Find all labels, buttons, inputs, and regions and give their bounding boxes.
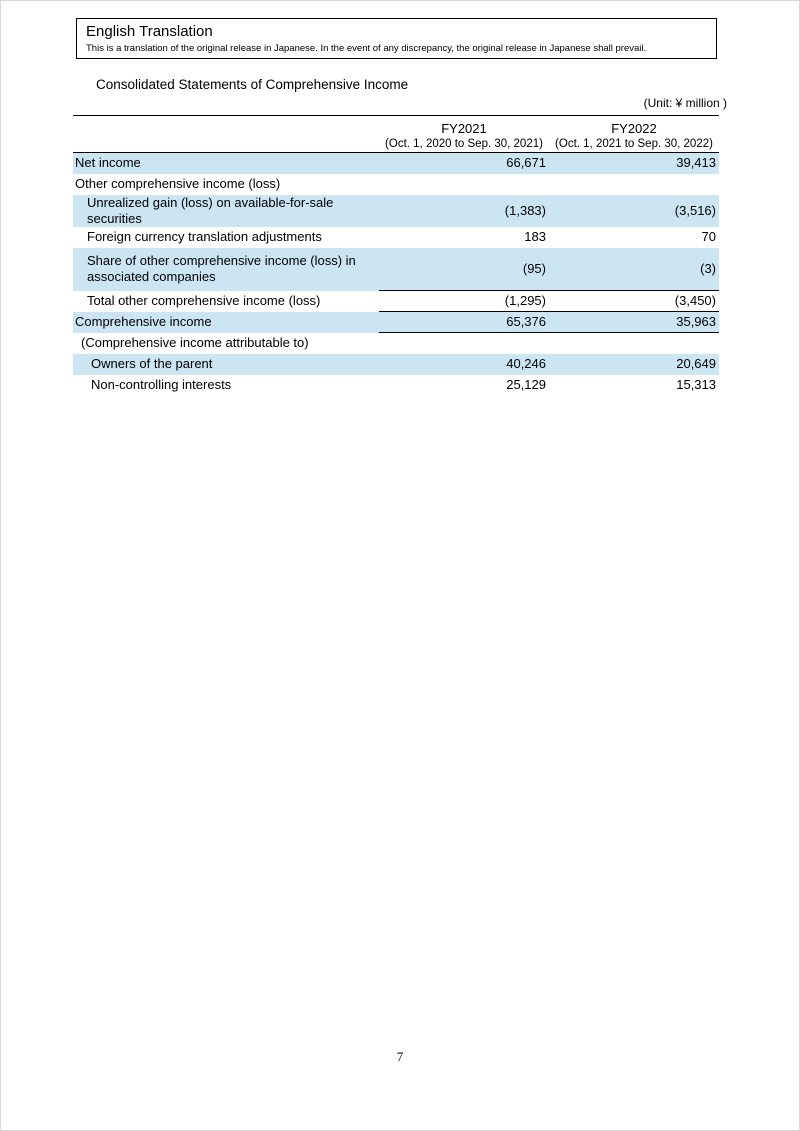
label-column-subheader	[73, 136, 379, 153]
table-row	[73, 248, 719, 291]
table-row	[73, 291, 719, 312]
row-label: Comprehensive income	[75, 313, 212, 329]
table-row	[73, 227, 719, 248]
label-column-header	[73, 116, 379, 136]
table-row	[73, 333, 719, 354]
row-value-fy2021: 25,129	[506, 376, 546, 392]
unit-note: (Unit: ¥ million )	[643, 96, 727, 110]
column-header-fy2022: FY2022	[611, 120, 657, 136]
row-label: Foreign currency translation adjustments	[87, 229, 322, 245]
row-value-fy2022: 39,413	[676, 155, 716, 171]
row-value-fy2021: 40,246	[506, 355, 546, 371]
fiscal-year-header-row	[73, 116, 719, 136]
row-value-fy2022	[549, 333, 719, 354]
period-header-row	[73, 136, 719, 153]
table-row	[73, 195, 719, 228]
table-row	[73, 312, 719, 333]
table-row	[73, 354, 719, 375]
row-label: Owners of the parent	[91, 355, 213, 371]
table-row	[73, 375, 719, 396]
column-header-fy2021: FY2021	[441, 120, 487, 136]
table-body	[73, 153, 719, 396]
row-value-fy2021: 183	[524, 229, 546, 245]
column-period-fy2022: (Oct. 1, 2021 to Sep. 30, 2022)	[549, 136, 719, 153]
row-value-fy2021	[379, 333, 549, 354]
row-value-fy2021: 66,671	[506, 155, 546, 171]
row-label: Unrealized gain (loss) on available-for-sale securities	[87, 194, 334, 226]
comprehensive-income-table	[73, 115, 719, 396]
row-value-fy2021: (1,383)	[504, 202, 546, 218]
translation-notice-box	[76, 18, 717, 59]
row-value-fy2021	[379, 174, 549, 195]
row-value-fy2022: 35,963	[549, 312, 719, 333]
row-value-fy2021: 65,376	[379, 312, 549, 333]
row-value-fy2022: 70	[701, 229, 716, 245]
row-label: Other comprehensive income (loss)	[75, 175, 281, 191]
row-label: Total other comprehensive income (loss)	[87, 292, 321, 308]
row-value-fy2021: (1,295)	[379, 291, 549, 312]
column-period-fy2021: (Oct. 1, 2020 to Sep. 30, 2021)	[379, 136, 549, 153]
table-row	[73, 153, 719, 174]
row-value-fy2021: (95)	[522, 260, 546, 276]
row-label: Non-controlling interests	[91, 376, 232, 392]
page-number: 7	[396, 1049, 404, 1064]
row-value-fy2022: (3)	[700, 260, 716, 276]
row-value-fy2022: (3,516)	[674, 202, 716, 218]
row-value-fy2022: 20,649	[676, 355, 716, 371]
row-value-fy2022: 15,313	[676, 376, 716, 392]
row-value-fy2022	[549, 174, 719, 195]
row-label: Net income	[75, 155, 141, 171]
table-header	[73, 116, 719, 153]
translation-title: English Translation	[86, 23, 213, 40]
table-row	[73, 174, 719, 195]
translation-disclaimer: This is a translation of the original release in Japanese. In the event of any discrepancy, the original release in Japanese shall prevail.	[86, 43, 647, 54]
document-title: Consolidated Statements of Comprehensive Income	[96, 77, 409, 92]
row-label: (Comprehensive income attributable to)	[81, 334, 309, 350]
row-label: Share of other comprehensive income (loss) in associated companies	[87, 253, 356, 285]
row-value-fy2022: (3,450)	[549, 291, 719, 312]
